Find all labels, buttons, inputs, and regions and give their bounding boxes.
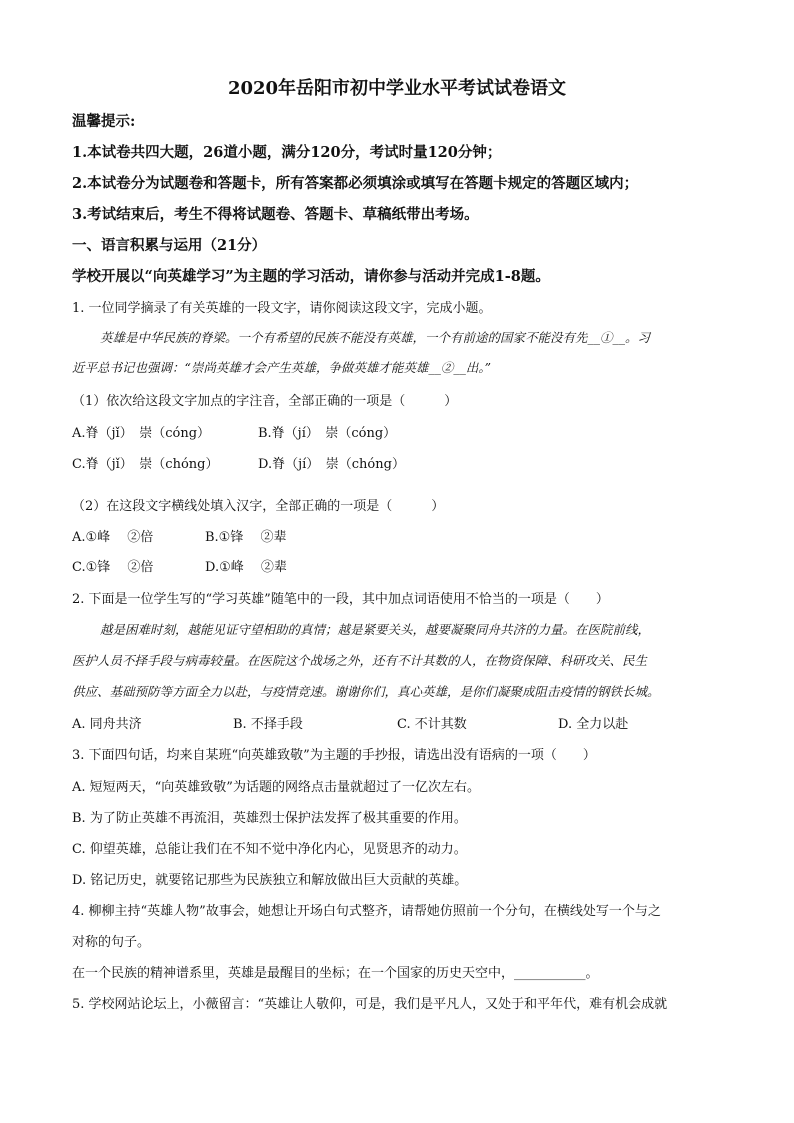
q2-passage-line: 供应、基础预防等方面全力以赴，与疫情竞速。谢谢你们，真心英雄，是你们凝聚成阻击疫情的钢铁长城。 bbox=[72, 684, 660, 699]
q2-stem: 2. 下面是一位学生写的“学习英雄”随笔中的一段，其中加点词语使用不恰当的一项是（ ） bbox=[72, 592, 609, 607]
q1-sub1-option-b[interactable]: B.脊（jí） 崇（cóng） bbox=[258, 426, 397, 441]
q3-option-c[interactable]: C. 仰望英雄，总能让我们在不知不觉中净化内心，见贤思齐的动力。 bbox=[72, 842, 467, 857]
q3-option-a[interactable]: A. 短短两天，“向英雄致敬”为话题的网络点击量就超过了一亿次左右。 bbox=[72, 780, 480, 795]
q1-passage-line: 近平总书记也强调：“崇尚英雄才会产生英雄，争做英雄才能英雄__②__出。” bbox=[72, 360, 492, 375]
q1-sub1-stem: （1）依次给这段文字加点的字注音，全部正确的一项是（ ） bbox=[72, 394, 458, 409]
q1-stem: 1. 一位同学摘录了有关英雄的一段文字，请你阅读这段文字，完成小题。 bbox=[72, 301, 492, 316]
q1-sub2-option-c[interactable]: C.①锋 ②倍 bbox=[72, 560, 154, 575]
tip-item: 2.本试卷分为试题卷和答题卡，所有答案都必须填涂或填写在答题卡规定的答题区域内； bbox=[72, 175, 639, 192]
q1-sub2-option-d[interactable]: D.①峰 ②辈 bbox=[205, 560, 287, 575]
q2-passage-line: 越是困难时刻，越能见证守望相助的真情；越是紧要关头，越要凝聚同舟共济的力量。在医院前线， bbox=[100, 622, 651, 637]
q5-stem: 5. 学校网站论坛上，小薇留言：“英雄让人敬仰，可是，我们是平凡人，又处于和平年代，难有机会成就 bbox=[72, 997, 668, 1012]
q1-sub1-option-d[interactable]: D.脊（jí） 崇（chóng） bbox=[258, 457, 405, 472]
q3-stem: 3. 下面四句话，均来自某班“向英雄致敬”为主题的手抄报，请选出没有语病的一项（ ） bbox=[72, 748, 596, 763]
q2-option-c[interactable]: C. 不计其数 bbox=[397, 717, 467, 732]
tip-item: 3.考试结束后，考生不得将试题卷、答题卡、草稿纸带出考场。 bbox=[72, 206, 479, 223]
q2-passage-line: 医护人员不择手段与病毒较量。在医院这个战场之外，还有不计其数的人，在物资保障、科研攻关、民生 bbox=[72, 653, 648, 668]
q4-stem-line: 4. 柳柳主持“英雄人物”故事会，她想让开场白句式整齐，请帮她仿照前一个分句，在横线处写一个与之 bbox=[72, 904, 661, 919]
section-heading: 一、语言积累与运用（21分） bbox=[72, 237, 267, 254]
q2-option-a[interactable]: A. 同舟共济 bbox=[72, 717, 142, 732]
tip-item: 1.本试卷共四大题，26道小题，满分120分，考试时量120分钟； bbox=[72, 144, 502, 161]
q1-sub2-option-a[interactable]: A.①峰 ②倍 bbox=[72, 530, 154, 545]
q2-option-b[interactable]: B. 不择手段 bbox=[233, 717, 303, 732]
q4-fill-sentence[interactable]: 在一个民族的精神谱系里，英雄是最醒目的坐标；在一个国家的历史天空中，___________。 bbox=[72, 966, 599, 981]
q2-option-d[interactable]: D. 全力以赴 bbox=[558, 717, 629, 732]
section-intro: 学校开展以“向英雄学习”为主题的学习活动，请你参与活动并完成1-8题。 bbox=[72, 268, 550, 285]
q1-passage-line: 英雄是中华民族的脊梁。一个有希望的民族不能没有英雄，一个有前途的国家不能没有先__①__。习 bbox=[100, 330, 651, 345]
q1-sub2-stem: （2）在这段文字横线处填入汉字，全部正确的一项是（ ） bbox=[72, 499, 445, 514]
q3-option-b[interactable]: B. 为了防止英雄不再流泪，英雄烈士保护法发挥了极其重要的作用。 bbox=[72, 811, 467, 826]
page-title: 2020年岳阳市初中学业水平考试试卷语文 bbox=[227, 78, 567, 99]
tips-heading: 温馨提示: bbox=[72, 113, 136, 130]
q1-sub1-option-a[interactable]: A.脊（jǐ） 崇（cóng） bbox=[72, 426, 211, 441]
q4-stem-line: 对称的句子。 bbox=[72, 935, 151, 950]
q3-option-d[interactable]: D. 铭记历史，就要铭记那些为民族独立和解放做出巨大贡献的英雄。 bbox=[72, 873, 468, 888]
q1-sub2-option-b[interactable]: B.①锋 ②辈 bbox=[205, 530, 287, 545]
q1-sub1-option-c[interactable]: C.脊（jǐ） 崇（chóng） bbox=[72, 457, 219, 472]
